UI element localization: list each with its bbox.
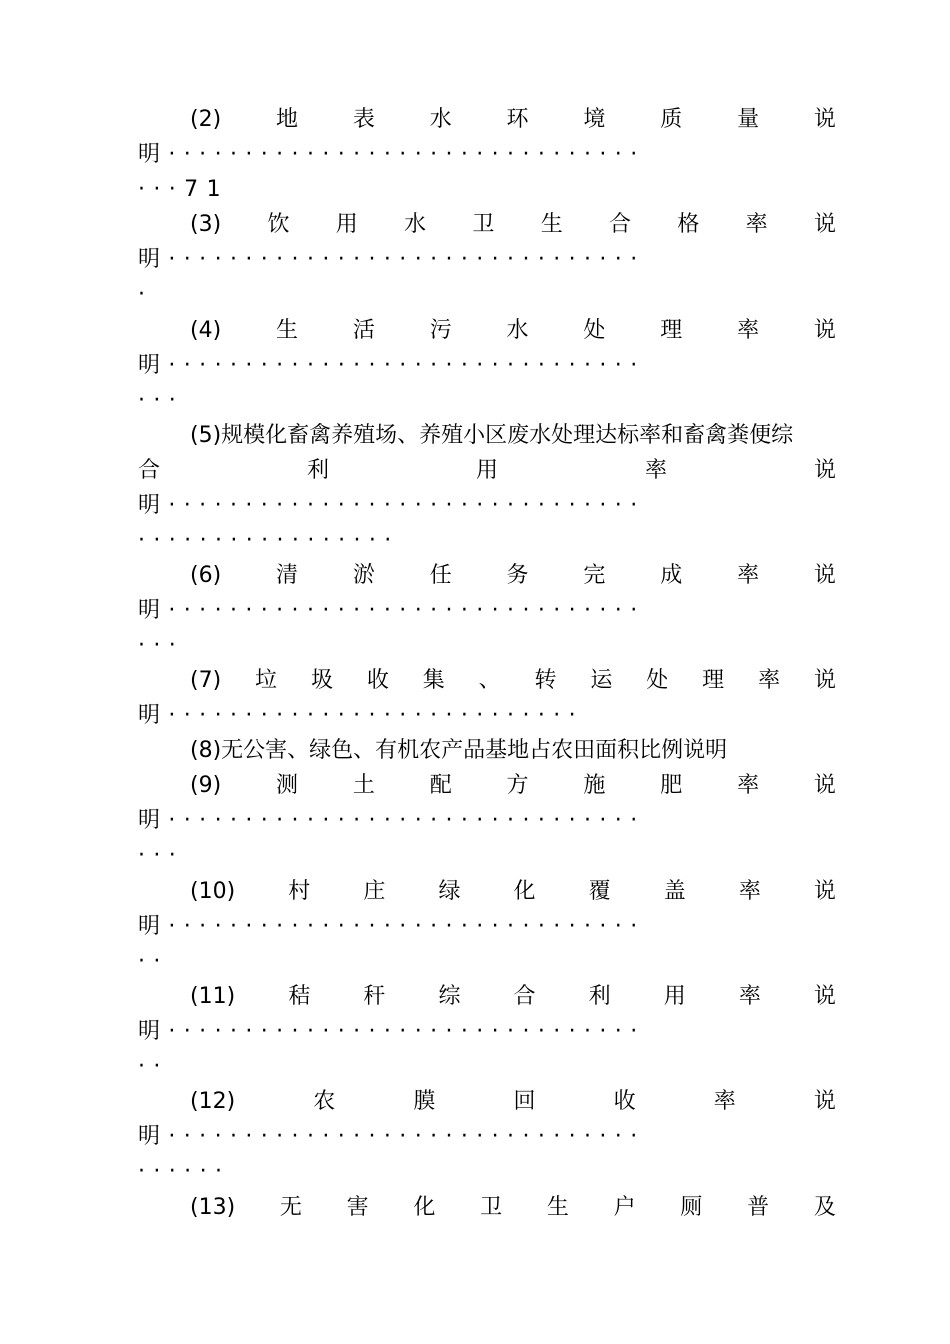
toc-text-segment: 收: [366, 668, 389, 693]
toc-text-segment: 水: [506, 318, 529, 343]
toc-text-segment: 农: [313, 1089, 336, 1114]
toc-text-segment: 务: [506, 563, 529, 588]
toc-text-segment: 施: [583, 773, 606, 798]
toc-text: 明·······························: [138, 914, 646, 939]
toc-text-segment: 污: [429, 318, 452, 343]
toc-line: [138, 1119, 836, 1154]
toc-entry-e4: [138, 313, 836, 418]
toc-line: [138, 383, 836, 418]
toc-entry-e7: [138, 663, 836, 733]
toc-entry-e10: [138, 874, 836, 979]
toc-text-segment: (9): [190, 773, 222, 798]
toc-entry-e5: [138, 418, 836, 558]
toc-line: [138, 137, 836, 172]
toc-text-segment: 肥: [660, 773, 683, 798]
toc-text-segment: 用: [475, 458, 498, 483]
toc-text-segment: 淤: [352, 563, 375, 588]
toc-line: [138, 1049, 836, 1084]
toc-text-segment: 完: [583, 563, 606, 588]
toc-text-segment: 村: [288, 879, 311, 904]
toc-text-segment: 率: [713, 1089, 736, 1114]
toc-text: 明·······························: [138, 353, 646, 378]
toc-text-segment: 绿: [438, 879, 461, 904]
toc-line: [138, 1154, 836, 1189]
toc-text-segment: 膜: [413, 1089, 436, 1114]
toc-text: (8)无公害、绿色、有机农产品基地占农田面积比例说明: [190, 738, 728, 763]
toc-text-segment: 利: [588, 984, 611, 1009]
toc-line: [138, 1190, 836, 1225]
toc-text-segment: 厕: [680, 1195, 703, 1220]
toc-entry-e12: [138, 1084, 836, 1189]
toc-text-segment: 及: [813, 1195, 836, 1220]
toc-text-segment: 卫: [480, 1195, 503, 1220]
toc-text-segment: 说: [813, 458, 836, 483]
toc-text-segment: 用: [663, 984, 686, 1009]
toc-line: [138, 102, 836, 137]
toc-text-segment: 无: [279, 1195, 302, 1220]
toc-text-segment: 利: [306, 458, 329, 483]
toc-text-segment: 率: [737, 318, 760, 343]
toc-text-segment: 质: [660, 107, 683, 132]
toc-text-segment: 率: [738, 879, 761, 904]
toc-line: [138, 874, 836, 909]
toc-text-segment: 圾: [310, 668, 333, 693]
toc-line: [138, 277, 836, 312]
toc-text-segment: 方: [506, 773, 529, 798]
toc-line: [138, 909, 836, 944]
toc-text: 明·······························: [138, 247, 646, 272]
toc-text-segment: 活: [352, 318, 375, 343]
toc-text-segment: 运: [590, 668, 613, 693]
toc-text-segment: 生: [546, 1195, 569, 1220]
toc-text: ···: [138, 843, 185, 868]
toc-line: [138, 803, 836, 838]
toc-text-segment: 清: [276, 563, 299, 588]
toc-text: 明·······························: [138, 493, 646, 518]
toc-entry-e9: [138, 768, 836, 873]
toc-text-segment: 率: [758, 668, 781, 693]
toc-entry-e11: [138, 979, 836, 1084]
toc-text-segment: (13): [190, 1195, 236, 1220]
toc-text: ···71: [138, 177, 229, 202]
toc-text-segment: 任: [429, 563, 452, 588]
toc-text-segment: 说: [813, 879, 836, 904]
toc-text-segment: (6): [190, 563, 222, 588]
toc-text-segment: 配: [429, 773, 452, 798]
toc-line: [138, 453, 836, 488]
toc-line: [138, 348, 836, 383]
toc-text-segment: 量: [737, 107, 760, 132]
toc-text-segment: 生: [276, 318, 299, 343]
toc-text-segment: 合: [513, 984, 536, 1009]
toc-text-segment: 秸: [288, 984, 311, 1009]
toc-text-segment: 普: [747, 1195, 770, 1220]
toc-line: [138, 1014, 836, 1049]
toc-text-segment: 生: [540, 212, 563, 237]
toc-line: [138, 1084, 836, 1119]
toc-text-segment: 饮: [267, 212, 290, 237]
toc-text-segment: 说: [813, 984, 836, 1009]
toc-text-segment: 地: [276, 107, 299, 132]
toc-line: [138, 838, 836, 873]
toc-line: [138, 768, 836, 803]
toc-text-segment: 率: [737, 773, 760, 798]
toc-text-segment: (11): [190, 984, 236, 1009]
toc-line: [138, 593, 836, 628]
toc-entry-e13: [138, 1190, 836, 1225]
toc-text-segment: 、: [478, 668, 501, 693]
toc-text-segment: 化: [413, 1195, 436, 1220]
toc-text-segment: 格: [677, 212, 700, 237]
toc-text-segment: 理: [660, 318, 683, 343]
toc-text: ·: [138, 282, 154, 307]
toc-text: (5)规模化畜禽养殖场、养殖小区废水处理达标率和畜禽粪便综: [190, 423, 794, 448]
toc-text-segment: (3): [190, 212, 222, 237]
toc-text-segment: 成: [660, 563, 683, 588]
toc-text-segment: 说: [813, 1089, 836, 1114]
toc-text-segment: 处: [583, 318, 606, 343]
toc-entry-e6: [138, 558, 836, 663]
toc-text-segment: 合: [138, 458, 161, 483]
toc-text-segment: 盖: [663, 879, 686, 904]
toc-text-segment: 处: [646, 668, 669, 693]
toc-text-segment: 率: [745, 212, 768, 237]
toc-text-segment: 理: [702, 668, 725, 693]
toc-text-segment: 说: [813, 318, 836, 343]
toc-text-segment: 率: [738, 984, 761, 1009]
toc-text-segment: 化: [513, 879, 536, 904]
toc-text-segment: 说: [813, 668, 836, 693]
toc-text-segment: (7): [190, 668, 222, 693]
toc-text-segment: 表: [352, 107, 375, 132]
toc-text: 明·······························: [138, 598, 646, 623]
toc-text-segment: (12): [190, 1089, 236, 1114]
toc-text-segment: 覆: [588, 879, 611, 904]
toc-text-segment: (4): [190, 318, 222, 343]
toc-line: [138, 418, 836, 453]
toc-text-segment: 合: [609, 212, 632, 237]
toc-text-segment: 境: [583, 107, 606, 132]
toc-text-segment: 回: [513, 1089, 536, 1114]
toc-entry-e2: [138, 102, 836, 207]
toc-text: ··: [138, 949, 169, 974]
toc-text-segment: 庄: [363, 879, 386, 904]
toc-line: [138, 628, 836, 663]
toc-text: 明·······························: [138, 808, 646, 833]
toc-line: [138, 944, 836, 979]
toc-line: [138, 488, 836, 523]
toc-text-segment: 垃: [255, 668, 278, 693]
toc-text-segment: 水: [404, 212, 427, 237]
toc-line: [138, 523, 836, 558]
toc-text: ··: [138, 1054, 169, 1079]
toc-text-segment: (2): [190, 107, 222, 132]
toc-text-segment: 率: [644, 458, 667, 483]
toc-text-segment: 土: [352, 773, 375, 798]
toc-text-segment: 说: [813, 563, 836, 588]
toc-text-segment: 收: [613, 1089, 636, 1114]
toc-line: [138, 242, 836, 277]
toc-text-segment: 秆: [363, 984, 386, 1009]
toc-entry-e3: [138, 207, 836, 312]
toc-text: ···: [138, 388, 185, 413]
toc-text: ···: [138, 633, 185, 658]
toc-text: 明·······························: [138, 1019, 646, 1044]
toc-text-segment: 害: [346, 1195, 369, 1220]
toc-text: 明·······························: [138, 1124, 646, 1149]
toc-line: [138, 663, 836, 698]
toc-text-segment: 环: [506, 107, 529, 132]
toc-text: 明·······························: [138, 142, 646, 167]
toc-text-segment: 综: [438, 984, 461, 1009]
toc-text: 明···························: [138, 703, 585, 728]
toc-text: ······: [138, 1159, 231, 1184]
toc-entry-e8: [138, 733, 836, 768]
toc-text-segment: 率: [737, 563, 760, 588]
toc-line: [138, 733, 836, 768]
toc-text-segment: (10): [190, 879, 236, 904]
toc-text-segment: 测: [276, 773, 299, 798]
toc-text-segment: 水: [429, 107, 452, 132]
toc-line: [138, 698, 836, 733]
toc-text-segment: 说: [813, 773, 836, 798]
toc-text-segment: 卫: [472, 212, 495, 237]
toc-line: [138, 558, 836, 593]
toc-line: [138, 979, 836, 1014]
toc-line: [138, 172, 836, 207]
toc-text-segment: 说: [813, 212, 836, 237]
toc-text-segment: 户: [613, 1195, 636, 1220]
toc-text-segment: 集: [422, 668, 445, 693]
toc-text-segment: 说: [813, 107, 836, 132]
toc-text: ·················: [138, 528, 400, 553]
toc-text-segment: 转: [534, 668, 557, 693]
toc-text-segment: 用: [335, 212, 358, 237]
toc-line: [138, 207, 836, 242]
toc-line: [138, 313, 836, 348]
